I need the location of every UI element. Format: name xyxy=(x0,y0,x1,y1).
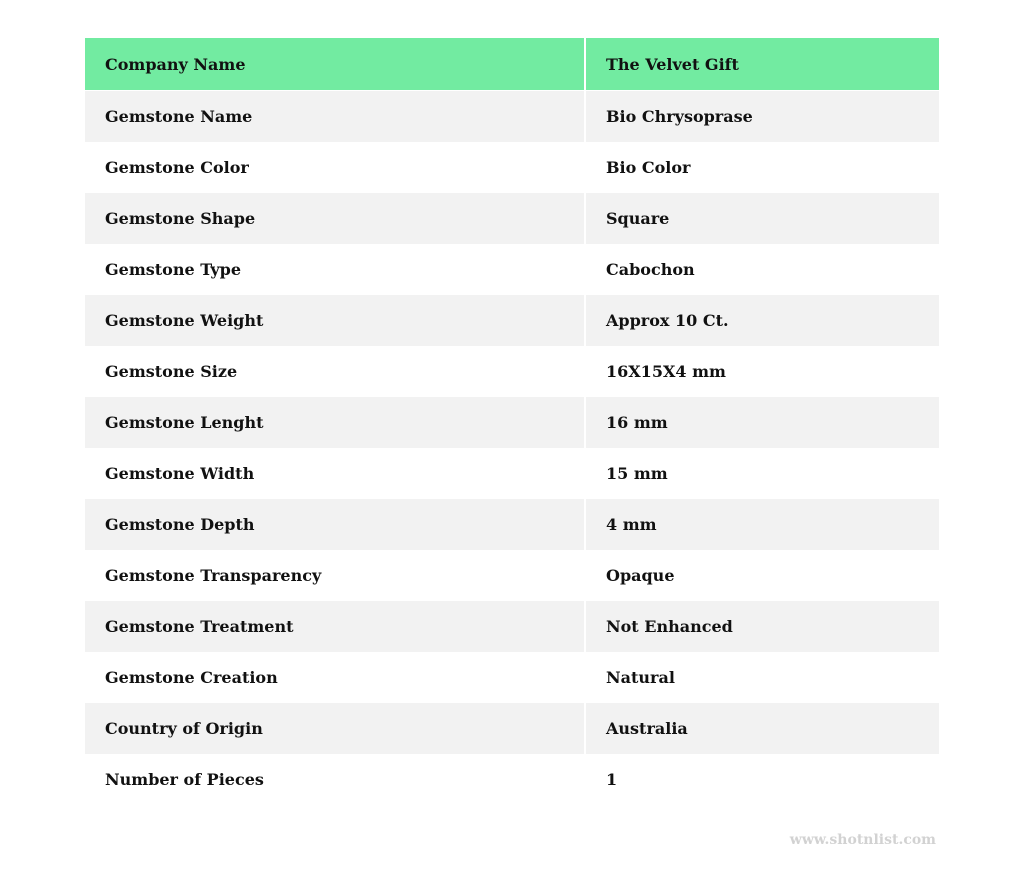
spec-value-cell: 16X15X4 mm xyxy=(585,346,939,397)
spec-value-cell: Opaque xyxy=(585,550,939,601)
spec-key-cell: Gemstone Name xyxy=(85,91,585,143)
watermark-text: www.shotnlist.com xyxy=(789,832,936,848)
spec-value-cell: 16 mm xyxy=(585,397,939,448)
table-row xyxy=(85,754,939,805)
table-row xyxy=(85,703,939,754)
table-header-row xyxy=(85,38,939,91)
spec-value-cell: Approx 10 Ct. xyxy=(585,295,939,346)
table-row xyxy=(85,91,939,143)
spec-value-cell: 1 xyxy=(585,754,939,805)
table-row xyxy=(85,448,939,499)
table-row xyxy=(85,397,939,448)
table-row xyxy=(85,550,939,601)
gemstone-spec-table xyxy=(85,38,939,805)
spec-value-cell: 15 mm xyxy=(585,448,939,499)
table-row xyxy=(85,601,939,652)
spec-key-cell: Gemstone Lenght xyxy=(85,397,585,448)
spec-key-cell: Gemstone Shape xyxy=(85,193,585,244)
spec-value-cell: Cabochon xyxy=(585,244,939,295)
spec-value-cell: Bio Chrysoprase xyxy=(585,91,939,143)
spec-key-cell: Gemstone Width xyxy=(85,448,585,499)
spec-key-cell: Number of Pieces xyxy=(85,754,585,805)
table-row xyxy=(85,193,939,244)
spec-key-cell: Gemstone Treatment xyxy=(85,601,585,652)
spec-key-cell: Gemstone Color xyxy=(85,142,585,193)
table-row xyxy=(85,652,939,703)
spec-key-cell: Country of Origin xyxy=(85,703,585,754)
spec-key-cell: Gemstone Transparency xyxy=(85,550,585,601)
spec-value-cell: Not Enhanced xyxy=(585,601,939,652)
header-key-cell: Company Name xyxy=(85,38,585,91)
table-row xyxy=(85,244,939,295)
spec-key-cell: Gemstone Depth xyxy=(85,499,585,550)
spec-value-cell: 4 mm xyxy=(585,499,939,550)
spec-value-cell: Bio Color xyxy=(585,142,939,193)
spec-key-cell: Gemstone Size xyxy=(85,346,585,397)
spec-value-cell: Australia xyxy=(585,703,939,754)
spec-key-cell: Gemstone Type xyxy=(85,244,585,295)
table-row xyxy=(85,142,939,193)
spec-key-cell: Gemstone Creation xyxy=(85,652,585,703)
table-row xyxy=(85,499,939,550)
spec-value-cell: Square xyxy=(585,193,939,244)
spec-key-cell: Gemstone Weight xyxy=(85,295,585,346)
table-row xyxy=(85,295,939,346)
spec-value-cell: Natural xyxy=(585,652,939,703)
table-row xyxy=(85,346,939,397)
header-value-cell: The Velvet Gift xyxy=(585,38,939,91)
